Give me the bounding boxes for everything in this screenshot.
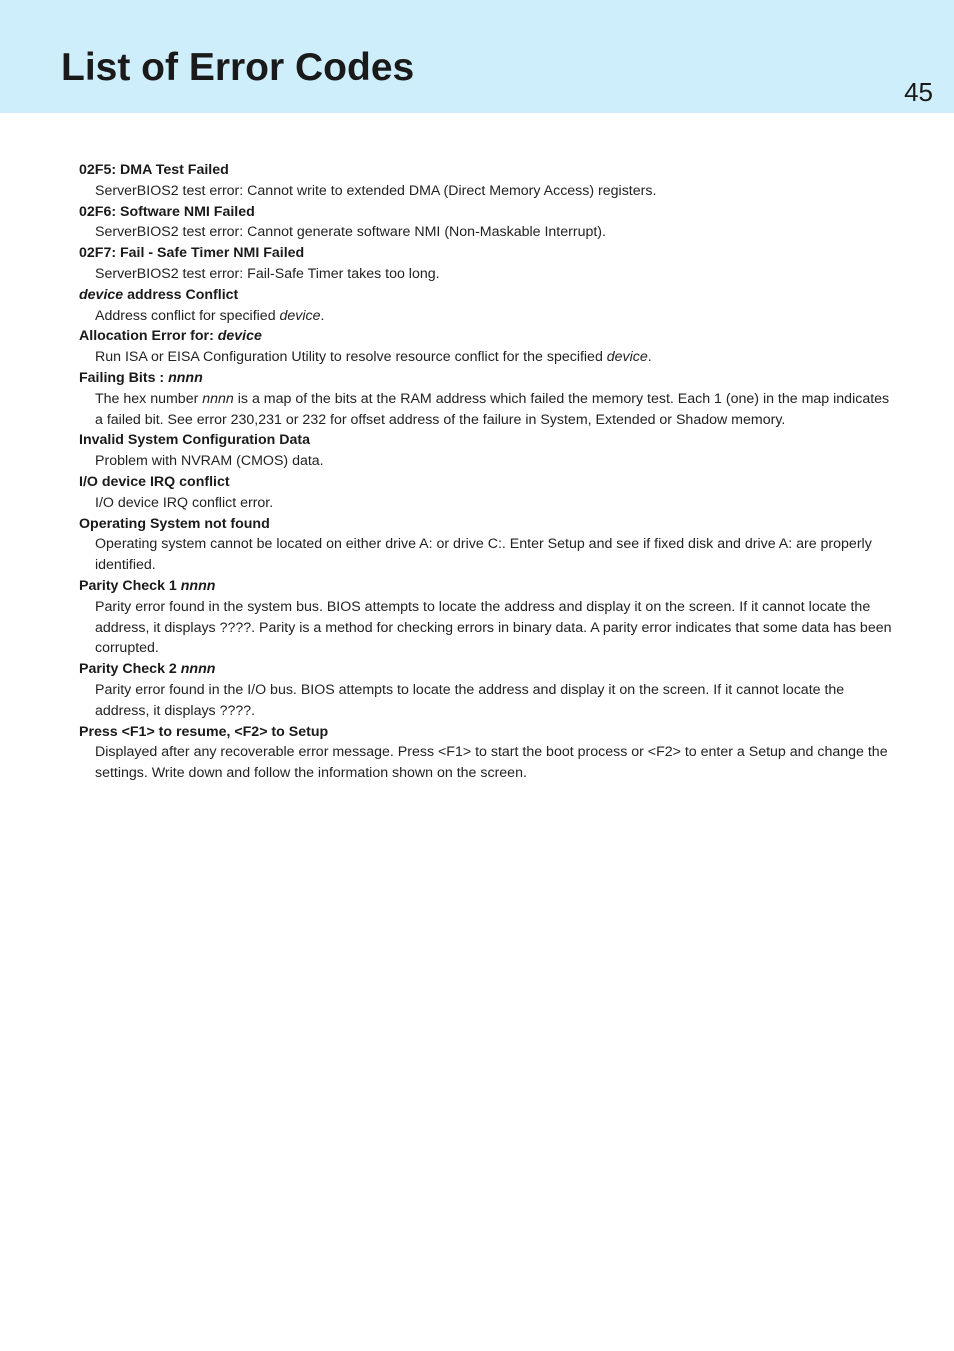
error-code-description: I/O device IRQ conflict error. — [95, 494, 274, 511]
error-code-list — [79, 160, 895, 784]
title-text: Failing Bits : — [79, 369, 169, 386]
title-text: Parity Check 2 — [79, 661, 181, 678]
error-code-description: ServerBIOS2 test error: Fail-Safe Timer takes too long. — [95, 265, 440, 282]
page-number: 45 — [904, 77, 933, 107]
variable-text: nnnn — [168, 369, 203, 386]
desc-text: is a map of the bits at the RAM address which failed the memory test. Each 1 (one) in the map indicates a failed bit. See error 230,231 or 232 for offset address of the failure in System, Extended or Shadow memory. — [95, 390, 890, 428]
error-code-title — [79, 368, 895, 389]
desc-text: Run ISA or EISA Configuration Utility to resolve resource conflict for the specified — [95, 349, 607, 366]
header-band — [0, 0, 954, 113]
desc-text: Address conflict for specified — [95, 307, 280, 324]
error-code-title — [79, 326, 895, 347]
error-entry-press-f1-f2 — [79, 722, 895, 784]
error-code-title: Invalid System Configuration Data — [79, 432, 310, 449]
error-code-description: Parity error found in the system bus. BIOS attempts to locate the address and display it on the screen. If it cannot locate the address, it displays ????. Parity is a method for checking errors in binary data. A parity error indicates that some data has been corrupted. — [95, 598, 892, 657]
variable-text: nnnn — [202, 390, 234, 407]
error-code-description: Problem with NVRAM (CMOS) data. — [95, 453, 324, 470]
error-code-title — [79, 285, 895, 306]
error-code-description: Displayed after any recoverable error message. Press <F1> to start the boot process or <F2> to enter a Setup and change the settings. Write down and follow the information shown on the screen. — [95, 744, 888, 782]
variable-text: device — [79, 286, 124, 303]
error-code-title — [79, 659, 895, 680]
title-text: Allocation Error for: — [79, 328, 218, 345]
page-title: List of Error Codes — [61, 46, 415, 89]
error-entry-device-address-conflict — [79, 285, 895, 327]
error-entry-io-irq-conflict — [79, 472, 895, 514]
variable-text: device — [217, 328, 262, 345]
error-code-title: 02F7: Fail - Safe Timer NMI Failed — [79, 245, 305, 262]
error-entry-os-not-found — [79, 514, 895, 576]
error-code-description: ServerBIOS2 test error: Cannot generate software NMI (Non-Maskable Interrupt). — [95, 224, 606, 241]
error-code-title: Press <F1> to resume, <F2> to Setup — [79, 723, 329, 740]
error-code-description: Operating system cannot be located on either drive A: or drive C:. Enter Setup and see if fixed disk and drive A: are properly identified. — [95, 536, 872, 574]
desc-text: The hex number — [95, 390, 203, 407]
error-code-description — [79, 347, 895, 368]
error-entry-02f7 — [79, 243, 895, 285]
error-entry-failing-bits — [79, 368, 895, 430]
error-code-description: Parity error found in the I/O bus. BIOS attempts to locate the address and display it on the screen. If it cannot locate the address, it displays ????. — [95, 681, 845, 719]
variable-text: nnnn — [180, 577, 216, 594]
desc-text: . — [320, 307, 325, 324]
error-code-description: ServerBIOS2 test error: Cannot write to extended DMA (Direct Memory Access) registers. — [95, 182, 657, 199]
error-code-title: 02F5: DMA Test Failed — [79, 162, 229, 178]
error-entry-02f5 — [79, 160, 895, 202]
variable-text: device — [606, 349, 648, 366]
error-code-description — [79, 306, 895, 327]
error-entry-parity-check-2 — [79, 659, 895, 721]
error-entry-allocation-error — [79, 326, 895, 368]
error-code-description — [79, 389, 895, 431]
error-code-title: I/O device IRQ conflict — [79, 473, 230, 490]
error-code-title: 02F6: Software NMI Failed — [79, 203, 255, 220]
title-text: address Conflict — [123, 286, 239, 303]
desc-text: . — [647, 349, 652, 366]
error-code-title — [79, 576, 895, 597]
error-entry-02f6 — [79, 202, 895, 244]
variable-text: nnnn — [180, 661, 216, 678]
error-entry-parity-check-1 — [79, 576, 895, 659]
error-entry-invalid-system-config — [79, 430, 895, 472]
error-code-title: Operating System not found — [79, 515, 270, 532]
variable-text: device — [279, 307, 321, 324]
title-text: Parity Check 1 — [79, 577, 181, 594]
